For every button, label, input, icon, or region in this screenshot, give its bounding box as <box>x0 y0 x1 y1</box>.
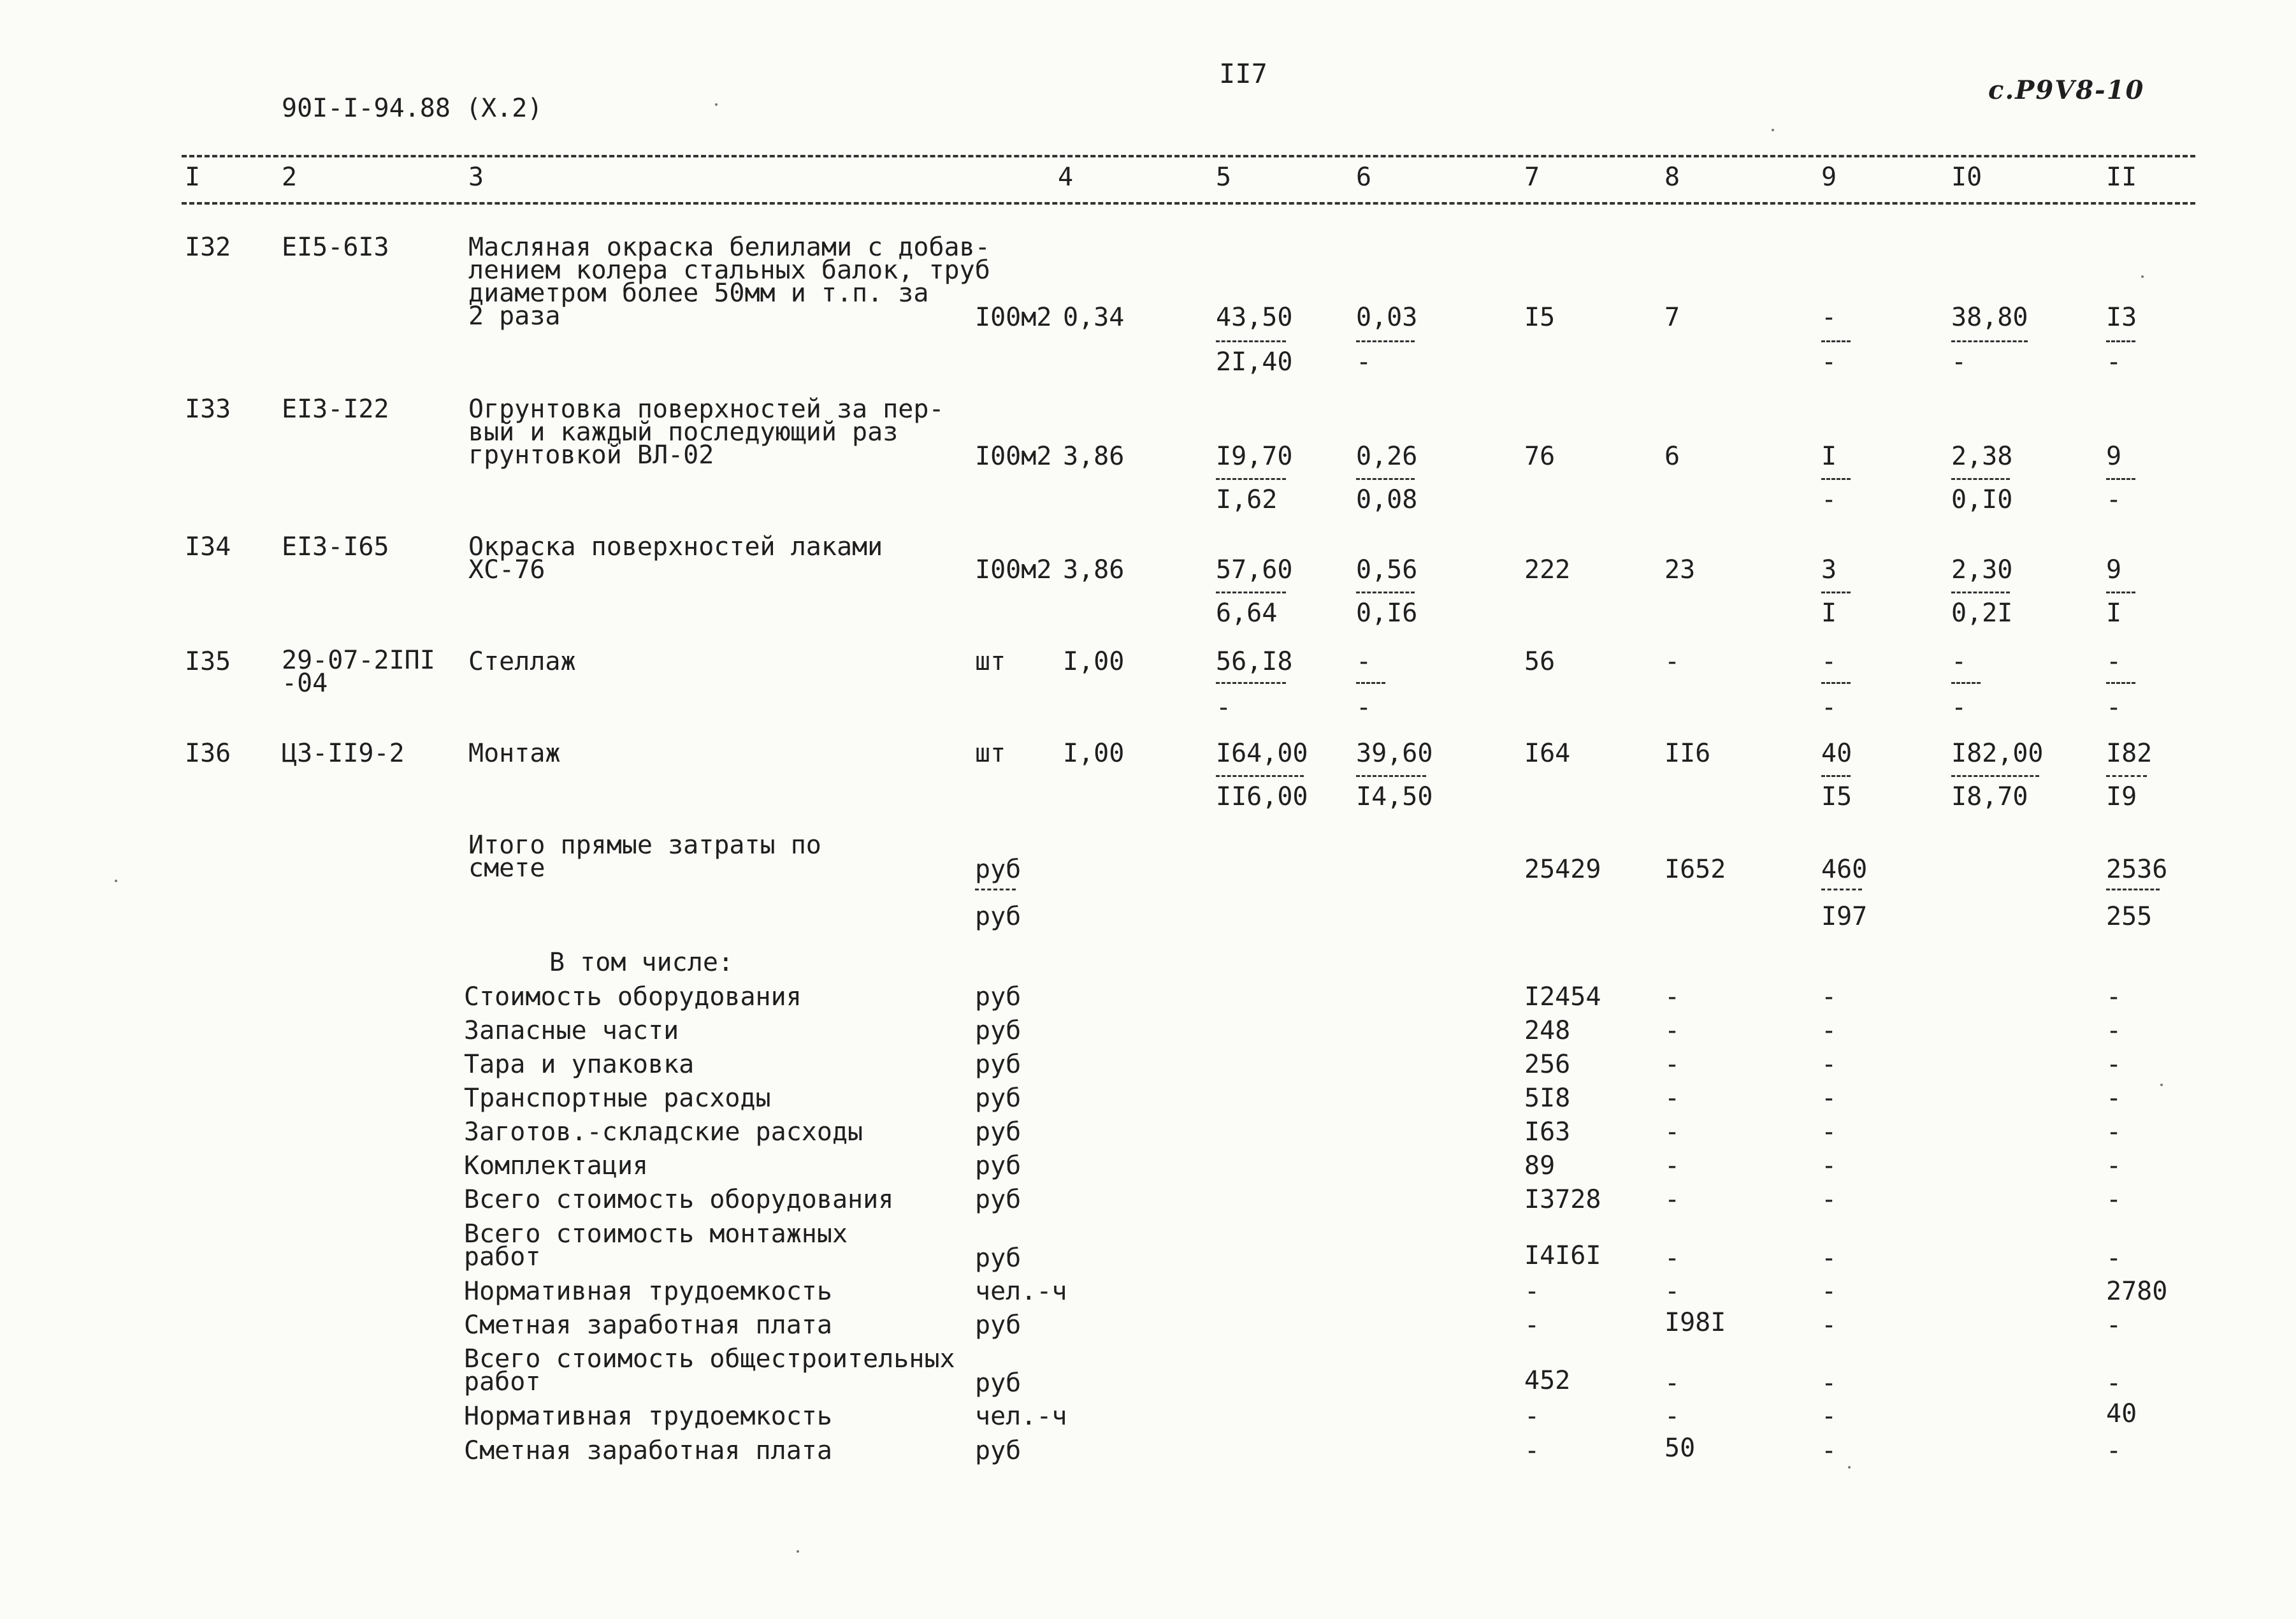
row-c6-top: 0,26 <box>1356 442 1418 471</box>
row-c9-bottom: - <box>1821 693 1837 722</box>
row-c11-bottom: I <box>2106 599 2122 628</box>
row-description: Окраска поверхностей лаками ХС-76 <box>468 532 883 584</box>
summary-c8: - <box>1664 1151 1680 1180</box>
scan-speck <box>1772 129 1774 131</box>
summary-label: Заготов.-складские расходы <box>464 1117 863 1147</box>
summary-unit: руб <box>975 1185 1022 1214</box>
col-header-3: 3 <box>468 163 484 192</box>
row-c6-top: 0,03 <box>1356 303 1418 332</box>
scan-speck <box>2160 1084 2163 1086</box>
col-header-4: 4 <box>1058 163 1074 192</box>
row-number: I34 <box>185 532 231 562</box>
header-rule-bottom <box>182 202 2195 205</box>
summary-c7: 89 <box>1524 1151 1556 1180</box>
summary-c7: - <box>1524 1310 1540 1340</box>
row-code: EI3-I65 <box>282 532 389 562</box>
row-c5-bottom: - <box>1216 693 1232 722</box>
row-c11-bottom: - <box>2106 693 2122 722</box>
summary-label: Тара и упаковка <box>464 1050 695 1079</box>
row-quantity: I,00 <box>1063 647 1125 676</box>
summary-c9: - <box>1821 982 1837 1012</box>
summary-c9: - <box>1821 1016 1837 1045</box>
fraction-bar <box>1951 592 2010 593</box>
fraction-bar <box>2106 889 2160 890</box>
row-quantity: 0,34 <box>1063 303 1125 332</box>
scan-speck <box>797 1550 799 1553</box>
summary-c8: - <box>1664 1244 1680 1273</box>
row-number: I32 <box>185 233 231 262</box>
summary-c11: 2780 <box>2106 1277 2168 1306</box>
summary-unit: руб <box>975 1084 1022 1113</box>
row-c6-top: 0,56 <box>1356 555 1418 584</box>
row-c6-bottom: I4,50 <box>1356 782 1433 811</box>
row-quantity: 3,86 <box>1063 442 1125 471</box>
summary-unit: руб <box>975 1050 1022 1079</box>
row-c10-bottom: - <box>1951 693 1967 722</box>
summary-c8: - <box>1664 982 1680 1012</box>
total-c11-bottom: 255 <box>2106 902 2153 931</box>
row-c10-top: 2,30 <box>1951 555 2013 584</box>
total-unit-top: руб <box>975 855 1022 884</box>
row-c10-top: 38,80 <box>1951 303 2028 332</box>
summary-c8: - <box>1664 1050 1680 1079</box>
fraction-bar <box>1356 592 1415 593</box>
row-c11-bottom: I9 <box>2106 782 2137 811</box>
fraction-bar <box>1821 682 1851 684</box>
summary-c9: - <box>1821 1369 1837 1398</box>
row-c11-bottom: - <box>2106 485 2122 514</box>
fraction-bar <box>1356 340 1415 342</box>
summary-c8: - <box>1664 1369 1680 1398</box>
row-quantity: I,00 <box>1063 739 1125 768</box>
row-c5-top: 43,50 <box>1216 303 1293 332</box>
row-c5-top: I9,70 <box>1216 442 1293 471</box>
summary-c11: - <box>2106 1117 2122 1147</box>
summary-c11: - <box>2106 1151 2122 1180</box>
row-c6-bottom: - <box>1356 347 1372 377</box>
row-description: Стеллаж <box>468 647 576 676</box>
summary-c7: - <box>1524 1402 1540 1431</box>
row-c6-bottom: - <box>1356 693 1372 722</box>
row-c6-top: 39,60 <box>1356 739 1433 768</box>
header-rule-top <box>182 155 2195 157</box>
fraction-bar <box>1951 775 2039 777</box>
row-c11-top: 9 <box>2106 442 2122 471</box>
summary-c9: - <box>1821 1117 1837 1147</box>
row-c6-top: - <box>1356 647 1372 676</box>
summary-label: Транспортные расходы <box>464 1084 771 1113</box>
summary-c7: I3728 <box>1524 1185 1601 1214</box>
row-c10-bottom: - <box>1951 347 1967 377</box>
row-c7: I5 <box>1524 303 1556 332</box>
col-header-2: 2 <box>282 163 298 192</box>
fraction-bar <box>1216 682 1286 684</box>
scan-speck <box>1848 1466 1851 1469</box>
fraction-bar <box>2106 682 2135 684</box>
fraction-bar <box>1821 775 1851 777</box>
row-c10-bottom: I8,70 <box>1951 782 2028 811</box>
row-c11-top: 9 <box>2106 555 2122 584</box>
row-c11-top: I82 <box>2106 739 2153 768</box>
row-quantity: 3,86 <box>1063 555 1125 584</box>
fraction-bar <box>1356 682 1385 684</box>
summary-c8: - <box>1664 1016 1680 1045</box>
row-c5-bottom: I,62 <box>1216 485 1278 514</box>
fraction-bar <box>1216 478 1286 480</box>
row-c9-bottom: - <box>1821 347 1837 377</box>
fraction-bar <box>2106 592 2135 593</box>
row-c8: 23 <box>1664 555 1696 584</box>
col-header-8: 8 <box>1664 163 1680 192</box>
summary-unit: чел.-ч <box>975 1402 1067 1431</box>
row-code: 29-07-2IПI -04 <box>282 646 435 698</box>
summary-c11: - <box>2106 1310 2122 1340</box>
row-c8: II6 <box>1664 739 1711 768</box>
scan-speck <box>2141 275 2144 278</box>
row-c10-top: 2,38 <box>1951 442 2013 471</box>
total-c9-top: 460 <box>1821 855 1868 884</box>
row-c9-top: - <box>1821 647 1837 676</box>
row-description: Масляная окраска белилами с добав- лением колера стальных балок, труб диаметром более 50мм и т.п. за 2 раза <box>468 233 990 331</box>
summary-c11: - <box>2106 1185 2122 1214</box>
total-c11-top: 2536 <box>2106 855 2168 884</box>
summary-unit: руб <box>975 1310 1022 1340</box>
row-code: ЦЗ-II9-2 <box>282 739 405 768</box>
summary-c8: - <box>1664 1185 1680 1214</box>
summary-c11: - <box>2106 1369 2122 1398</box>
summary-c7: I4I6I <box>1524 1241 1601 1270</box>
summary-c9: - <box>1821 1084 1837 1113</box>
row-c10-bottom: 0,2I <box>1951 599 2013 628</box>
fraction-bar <box>1356 775 1426 777</box>
summary-label: Комплектация <box>464 1151 648 1180</box>
summary-c8: - <box>1664 1402 1680 1431</box>
page-number: II7 <box>1219 58 1267 89</box>
summary-label: Нормативная трудоемкость <box>464 1277 832 1306</box>
summary-c8: - <box>1664 1277 1680 1306</box>
fraction-bar <box>1951 682 1981 684</box>
summary-label: Всего стоимость оборудования <box>464 1185 894 1214</box>
document-code: 90I-I-94.88 (X.2) <box>282 94 543 123</box>
row-description: Монтаж <box>468 739 561 768</box>
row-c7: 76 <box>1524 442 1556 471</box>
summary-c9: - <box>1821 1185 1837 1214</box>
row-c11-top: - <box>2106 647 2122 676</box>
summary-c7: 5I8 <box>1524 1084 1571 1113</box>
row-number: I35 <box>185 647 231 676</box>
summary-label: Нормативная трудоемкость <box>464 1402 832 1431</box>
row-unit: I00м2 <box>975 442 1052 471</box>
fraction-bar <box>975 889 1016 890</box>
row-c11-bottom: - <box>2106 347 2122 377</box>
summary-c9: - <box>1821 1310 1837 1340</box>
summary-unit: руб <box>975 1117 1022 1147</box>
row-code: EI5-6I3 <box>282 233 389 262</box>
fraction-bar <box>1951 340 2028 342</box>
fraction-bar <box>1821 340 1851 342</box>
scan-speck <box>715 103 718 106</box>
summary-c8: - <box>1664 1084 1680 1113</box>
row-unit: шт <box>975 739 1006 768</box>
summary-unit: руб <box>975 982 1022 1012</box>
summary-c11: - <box>2106 1436 2122 1465</box>
archive-stamp: c.P9V8-10 <box>1988 75 2145 105</box>
summary-c8: 50 <box>1664 1434 1696 1463</box>
row-c5-bottom: 2I,40 <box>1216 347 1293 377</box>
row-c7: I64 <box>1524 739 1571 768</box>
summary-c9: - <box>1821 1151 1837 1180</box>
row-c9-bottom: - <box>1821 485 1837 514</box>
row-c5-bottom: 6,64 <box>1216 599 1278 628</box>
row-unit: I00м2 <box>975 555 1052 584</box>
summary-label: Всего стоимость общестроительных работ <box>464 1344 955 1397</box>
col-header-9: 9 <box>1821 163 1837 192</box>
row-description: Огрунтовка поверхностей за пер- вый и каждый последующий раз грунтовкой ВЛ-02 <box>468 395 944 470</box>
row-unit: шт <box>975 647 1006 676</box>
fraction-bar <box>1821 478 1851 480</box>
summary-c11: - <box>2106 982 2122 1012</box>
row-c6-bottom: 0,08 <box>1356 485 1418 514</box>
total-c8: I652 <box>1664 855 1726 884</box>
summary-unit: руб <box>975 1369 1022 1398</box>
summary-unit: руб <box>975 1244 1022 1273</box>
row-c8: - <box>1664 647 1680 676</box>
row-number: I33 <box>185 395 231 424</box>
summary-unit: руб <box>975 1151 1022 1180</box>
row-c9-bottom: I <box>1821 599 1837 628</box>
fraction-bar <box>1216 775 1304 777</box>
row-c7: 222 <box>1524 555 1571 584</box>
col-header-5: 5 <box>1216 163 1232 192</box>
summary-label: Запасные части <box>464 1016 679 1045</box>
summary-c7: I2454 <box>1524 982 1601 1012</box>
fraction-bar <box>1216 592 1286 593</box>
col-header-1: I <box>185 163 201 192</box>
summary-c11: 40 <box>2106 1399 2137 1428</box>
row-c9-top: 40 <box>1821 739 1852 768</box>
row-c5-top: 57,60 <box>1216 555 1293 584</box>
row-c7: 56 <box>1524 647 1556 676</box>
total-label: Итого прямые затраты по смете <box>468 831 821 883</box>
scan-speck <box>115 880 117 882</box>
summary-c9: - <box>1821 1244 1837 1273</box>
col-header-6: 6 <box>1356 163 1372 192</box>
row-c9-top: 3 <box>1821 555 1837 584</box>
summary-c11: - <box>2106 1050 2122 1079</box>
total-unit-bottom: руб <box>975 902 1022 931</box>
summary-unit: руб <box>975 1436 1022 1465</box>
summary-unit: чел.-ч <box>975 1277 1067 1306</box>
row-c9-bottom: I5 <box>1821 782 1852 811</box>
summary-c9: - <box>1821 1050 1837 1079</box>
summary-unit: руб <box>975 1016 1022 1045</box>
summary-c7: 452 <box>1524 1366 1571 1395</box>
summary-c9: - <box>1821 1402 1837 1431</box>
row-c5-top: 56,I8 <box>1216 647 1293 676</box>
summary-c11: - <box>2106 1244 2122 1273</box>
summary-c8: I98I <box>1664 1308 1726 1337</box>
summary-c7: I63 <box>1524 1117 1571 1147</box>
summary-label: Сметная заработная плата <box>464 1310 832 1340</box>
row-unit: I00м2 <box>975 303 1052 332</box>
col-header-10: I0 <box>1951 163 1982 192</box>
row-code: EI3-I22 <box>282 395 389 424</box>
row-c11-top: I3 <box>2106 303 2137 332</box>
summary-c7: - <box>1524 1277 1540 1306</box>
summary-c7: 248 <box>1524 1016 1571 1045</box>
fraction-bar <box>2106 775 2147 777</box>
summary-c8: - <box>1664 1117 1680 1147</box>
col-header-7: 7 <box>1524 163 1540 192</box>
summary-c9: - <box>1821 1436 1837 1465</box>
row-c5-top: I64,00 <box>1216 739 1308 768</box>
fraction-bar <box>2106 478 2135 480</box>
row-c5-bottom: II6,00 <box>1216 782 1308 811</box>
total-c7: 25429 <box>1524 855 1601 884</box>
row-c8: 7 <box>1664 303 1680 332</box>
row-c6-bottom: 0,I6 <box>1356 599 1418 628</box>
row-c9-top: - <box>1821 303 1837 332</box>
fraction-bar <box>2106 340 2135 342</box>
summary-label: Всего стоимость монтажных работ <box>464 1219 848 1272</box>
summary-c11: - <box>2106 1016 2122 1045</box>
fraction-bar <box>1356 478 1415 480</box>
row-c10-bottom: 0,I0 <box>1951 485 2013 514</box>
summary-c7: - <box>1524 1436 1540 1465</box>
summary-c9: - <box>1821 1277 1837 1306</box>
row-number: I36 <box>185 739 231 768</box>
row-c8: 6 <box>1664 442 1680 471</box>
row-c9-top: I <box>1821 442 1837 471</box>
fraction-bar <box>1216 340 1286 342</box>
row-c10-top: I82,00 <box>1951 739 2044 768</box>
summary-c11: - <box>2106 1084 2122 1113</box>
total-c9-bottom: I97 <box>1821 902 1868 931</box>
summary-label: Сметная заработная плата <box>464 1436 832 1465</box>
row-c10-top: - <box>1951 647 1967 676</box>
fraction-bar <box>1821 889 1862 890</box>
fraction-bar <box>1951 478 2010 480</box>
including-label: В том числе: <box>549 948 733 977</box>
summary-label: Стоимость оборудования <box>464 982 802 1012</box>
col-header-11: II <box>2106 163 2137 192</box>
fraction-bar <box>1821 592 1851 593</box>
summary-c7: 256 <box>1524 1050 1571 1079</box>
